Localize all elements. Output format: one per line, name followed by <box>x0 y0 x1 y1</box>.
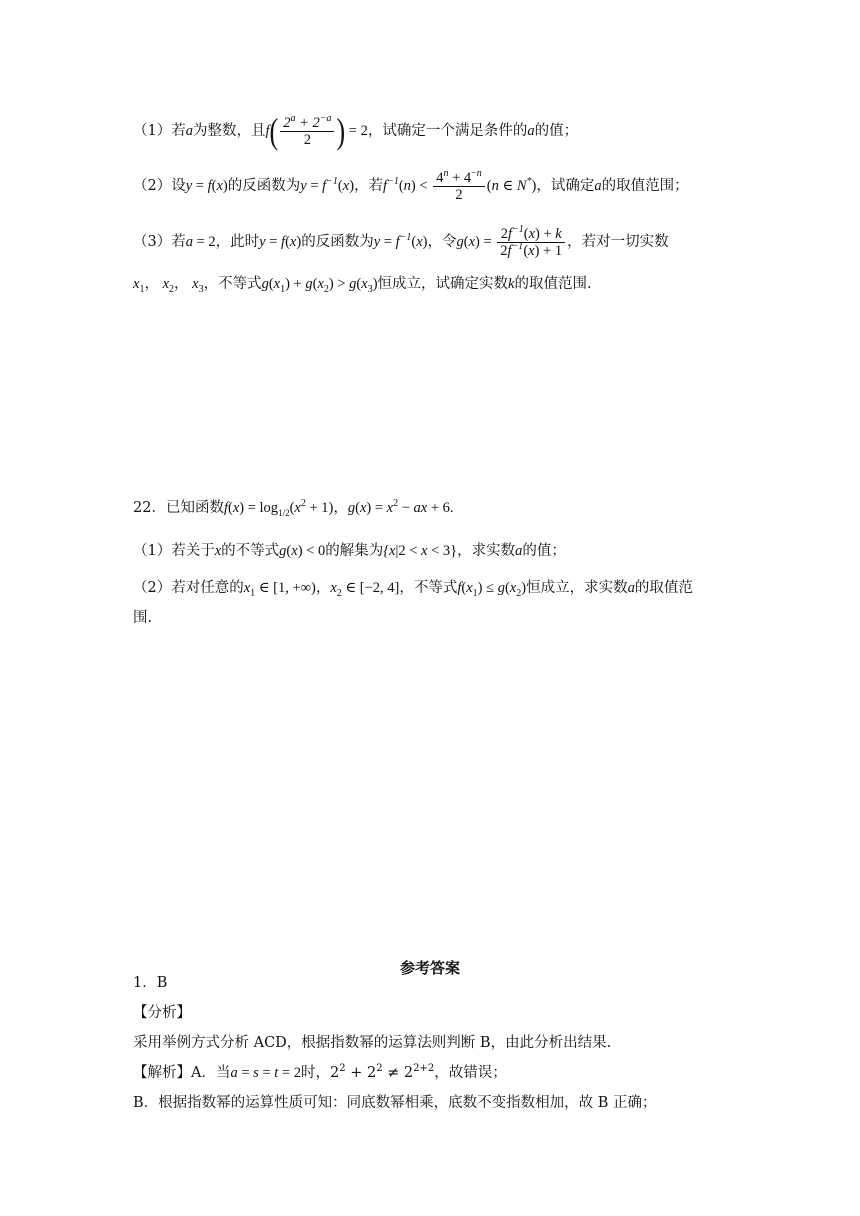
solution-line <box>133 1063 507 1083</box>
q21-p3-line2-tail: 恒成立，试确定实数 <box>377 276 509 292</box>
q22-number: 22．已知函数 <box>133 500 224 516</box>
math-a4: a <box>515 543 523 559</box>
solution-tail: ，故错误； <box>434 1065 507 1081</box>
q21-p1-mid: 为整数，且 <box>192 122 266 139</box>
q22-p2-mid: ，不等式 <box>399 580 458 596</box>
math-g-ineq: $g(x_1) + g(x_2) > g(x_3)$ <box>261 276 378 295</box>
q22-p1-mid: 的不等式 <box>221 543 280 559</box>
q22-sep: ， <box>333 500 348 516</box>
math-y-finv2: $y = f^{-1}(x)$ <box>373 232 428 250</box>
math-x1-range: $x_1$ ∈ [1, +∞) <box>243 580 316 599</box>
math-y-finv: $y = f^{-1}(x)$ <box>300 176 355 194</box>
math-k: k <box>508 276 515 292</box>
q21-p2-ruo: ，若 <box>354 177 384 194</box>
math-a: a <box>185 122 193 139</box>
q22-p1-end: 的值； <box>522 543 566 559</box>
q22-part1 <box>133 541 566 561</box>
math-f-expr: f( $\frac{2^a + 2^{-a}}{2}$ ) = 2 <box>265 110 368 152</box>
math-y-fx: y = f(x) <box>185 177 228 194</box>
q22-p2-end: 的取值范 <box>634 580 693 596</box>
q21-p1-tail: ，试确定一个满足条件的 <box>367 122 528 139</box>
q21-p2-end: 的取值范围； <box>601 177 689 194</box>
math-ast: a = s = t = 2 <box>230 1065 301 1081</box>
q22-part2: （2）若对任意的$x_1$ ∈ [1, +∞)，$x_2$ ∈ [−2, 4]，不等式$f(x_1) \le g(x_2)$恒成立，求实数a的取值范 <box>133 580 693 599</box>
q22-p1-mid2: 的解集为 <box>325 543 384 559</box>
q22-p2-tail: 恒成立，求实数 <box>526 580 628 596</box>
q21-p3-line2-end: 的取值范围. <box>514 276 592 292</box>
q21-p1-label: （1）若 <box>133 122 186 139</box>
math-x2-range: $x_2$ ∈ [−2, 4] <box>330 580 400 599</box>
q21-p3-mid: ，此时 <box>215 233 260 250</box>
math-fx-le-gx: $f(x_1) \le g(x_2)$ <box>457 580 527 599</box>
solution-mid: 时， <box>300 1065 330 1081</box>
q21-part1 <box>133 110 579 152</box>
q22-part2-wrap <box>133 608 152 628</box>
q21-p2-mid: 的反函数为 <box>227 177 301 194</box>
q21-part3-line2 <box>133 274 592 294</box>
q22-p1-tail: ，求实数 <box>457 543 516 559</box>
q21-p3-label: （3）若 <box>133 233 186 250</box>
math-set: {x|2 < x < 3} <box>383 543 458 559</box>
math-x: x <box>214 543 222 559</box>
answers-title: 参考答案 <box>399 959 460 977</box>
q22-p1-label: （1）若关于 <box>133 543 215 559</box>
math-f-log: $f(x) = \log_{1/2}(x^2 + 1)$ <box>223 498 334 518</box>
math-g-lt0: g(x) < 0 <box>279 543 326 559</box>
math-a2: a <box>527 122 535 139</box>
analysis-tag: 【分析】 <box>133 1005 191 1021</box>
q22-p2-label: （2）若对任意的 <box>133 580 244 596</box>
q21-p3-mid2: 的反函数为 <box>301 233 374 250</box>
q21-part2 <box>133 170 689 203</box>
math-a5: a <box>627 580 635 596</box>
option-b-text: B．根据指数幂的运算性质可知：同底数幂相乘，底数不变指数相加，故 B 正确； <box>133 1095 657 1111</box>
q21-p2-tail: ，试确定 <box>536 177 595 194</box>
math-a-eq-2: a = 2 <box>185 233 216 250</box>
math-power-ineq: $2^2 + 2^2 \ne 2^{2+2}$ <box>329 1063 435 1081</box>
math-ineq: $f^{-1}(n)$ < $\frac{4^n + 4^{-n}}{2}$ (n ∈ N*) <box>383 168 537 203</box>
q21-p1-end: 的值； <box>534 122 579 139</box>
math-g-def: g(x) = $\frac{2f^{-1}(x) + k}{2f^{-1}(x) + 1}$ <box>456 234 567 250</box>
q22-stem <box>133 498 454 518</box>
q21-p3-ling: ，令 <box>427 233 457 250</box>
math-x-vars: $x_1$， $x_2$， $x_3$ <box>133 276 204 295</box>
q21-p3-tail: ，若对一切实数 <box>567 233 669 250</box>
q21-part3 <box>133 226 669 259</box>
answer-item-1: 1．B <box>133 975 168 991</box>
q22-p2-wrap: 围. <box>133 610 153 626</box>
solution-tag: 【解析】A．当 <box>133 1065 231 1081</box>
q21-p3-line2-mid: ，不等式 <box>203 276 262 292</box>
analysis-text: 采用举例方式分析 ACD，根据指数幂的运算法则判断 B，由此分析出结果. <box>133 1035 612 1051</box>
math-g-quad: $g(x) = x^2$ − ax + 6. <box>347 498 454 516</box>
math-a3: a <box>594 177 602 194</box>
math-y-fx2: y = f(x) <box>259 233 302 250</box>
q21-p2-label: （2）设 <box>133 177 186 194</box>
